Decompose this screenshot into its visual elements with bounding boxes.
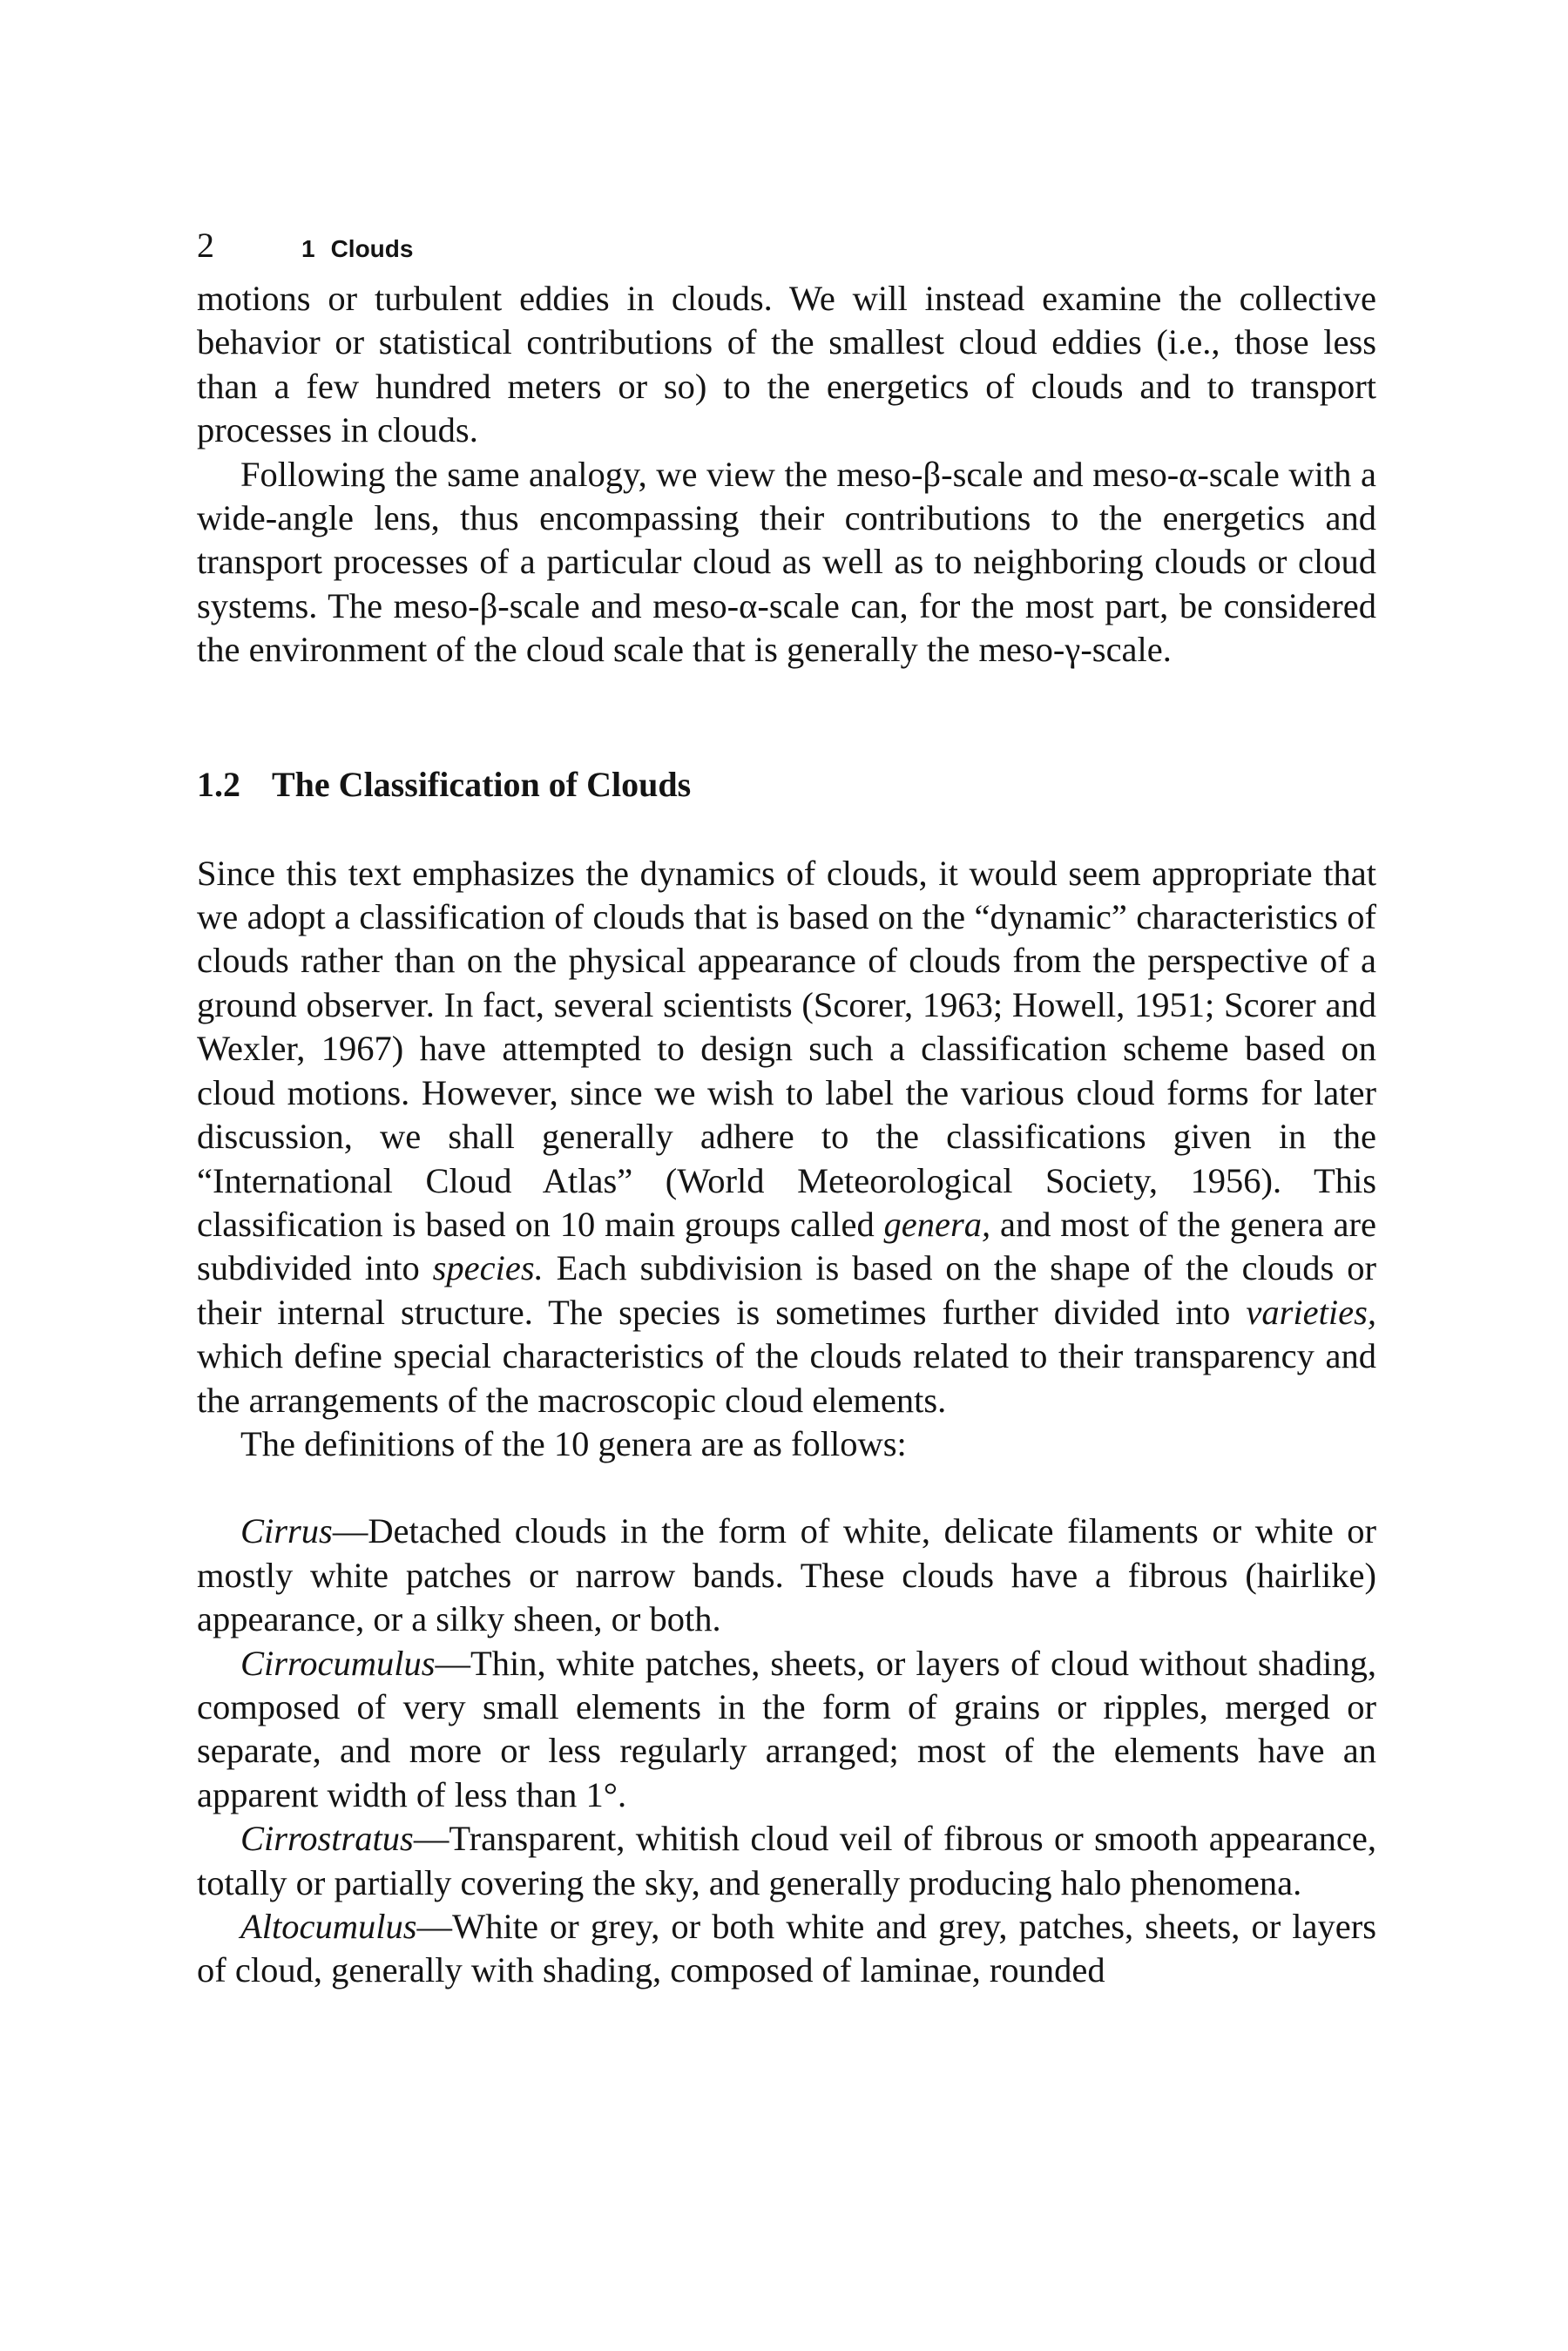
definition-cirrus: [197, 1510, 1376, 1641]
definition-term: Cirrus: [240, 1511, 333, 1551]
page-number: 2: [197, 226, 214, 265]
chapter-number: 1: [301, 235, 315, 262]
book-page: [197, 228, 1376, 1993]
definition-altocumulus: [197, 1905, 1376, 1993]
section-number: 1.2: [197, 764, 240, 804]
body-text: and most of the genera are subdivided into: [197, 1204, 1376, 1288]
chapter-title: Clouds: [330, 235, 414, 262]
running-head: [197, 228, 1376, 277]
body-text: Since this text emphasizes the dynamics of clouds, it would seem appropriate that we adopt a classification of clouds that is based on the “dynamic” characteristics of clouds rather than on the physical appearance of clouds from the perspective of a ground observer. In fact, several scientists (Scorer, 1963; Howell, 1951; Scorer and Wexler, 1967) have attempted to design such a classification scheme based on cloud motions. However, since we wish to label the various cloud forms for later discussion, we shall generally adhere to the classifications given in the “International Cloud Atlas” (World Meteorological Society, 1956). This classification is based on 10 main groups called: [197, 853, 1376, 1244]
section-title: The Classification of Clouds: [272, 764, 692, 804]
term-species: species.: [432, 1248, 544, 1288]
section-heading: [197, 763, 1376, 807]
definition-term: Cirrocumulus: [240, 1643, 436, 1683]
definition-text: —White or grey, or both white and grey, patches, sheets, or layers of cloud, generally with shading, composed of laminae, rounded: [197, 1907, 1376, 1990]
definition-text: —Transparent, whitish cloud veil of fibrous or smooth appearance, totally or partially covering the sky, and generally producing halo phenomena.: [197, 1819, 1376, 1902]
definition-term: Altocumulus: [240, 1907, 417, 1946]
body-text: which define special characteristics of the clouds related to their transparency and the arrangements of the macroscopic cloud elements.: [197, 1336, 1376, 1420]
intro-paragraph-2: Following the same analogy, we view the meso-β-scale and meso-α-scale with a wide-angle lens, thus encompassing their contributions to the energetics and transport processes of a particular cloud as well as to neighboring clouds or cloud systems. The meso-β-scale and meso-α-scale can, for the most part, be considered the environment of the cloud scale that is generally the meso-γ-scale.: [197, 454, 1376, 670]
term-varieties: varieties,: [1246, 1292, 1376, 1332]
definition-text: —Detached clouds in the form of white, delicate filaments or white or mostly white patches or narrow bands. These clouds have a fibrous (hairlike) appearance, or a silky sheen, or both.: [197, 1511, 1376, 1639]
definition-text: —Thin, white patches, sheets, or layers of cloud without shading, composed of very small elements in the form of grains or ripples, merged or separate, and more or less regularly arranged; most of the elements have an apparent width of less than 1°.: [197, 1643, 1376, 1814]
section-body-paragraph: [197, 852, 1376, 1422]
definitions-lead-in: The definitions of the 10 genera are as follows:: [240, 1423, 907, 1463]
chapter-label: [301, 235, 413, 262]
body-text: Each subdivision is based on the shape of the clouds or their internal structure. The species is sometimes further divided into: [197, 1248, 1377, 1332]
genera-definition-list: [197, 1510, 1376, 1992]
definition-term: Cirrostratus: [240, 1819, 414, 1859]
intro-paragraph-1: motions or turbulent eddies in clouds. We will instead examine the collective behavior or statistical contributions of the smallest cloud eddies (i.e., those less than a few hundred meters or so) to the energetics of clouds and to transport processes in clouds.: [197, 279, 1376, 450]
term-genera: genera,: [883, 1204, 991, 1244]
definition-cirrocumulus: [197, 1642, 1376, 1818]
definition-cirrostratus: [197, 1817, 1376, 1905]
